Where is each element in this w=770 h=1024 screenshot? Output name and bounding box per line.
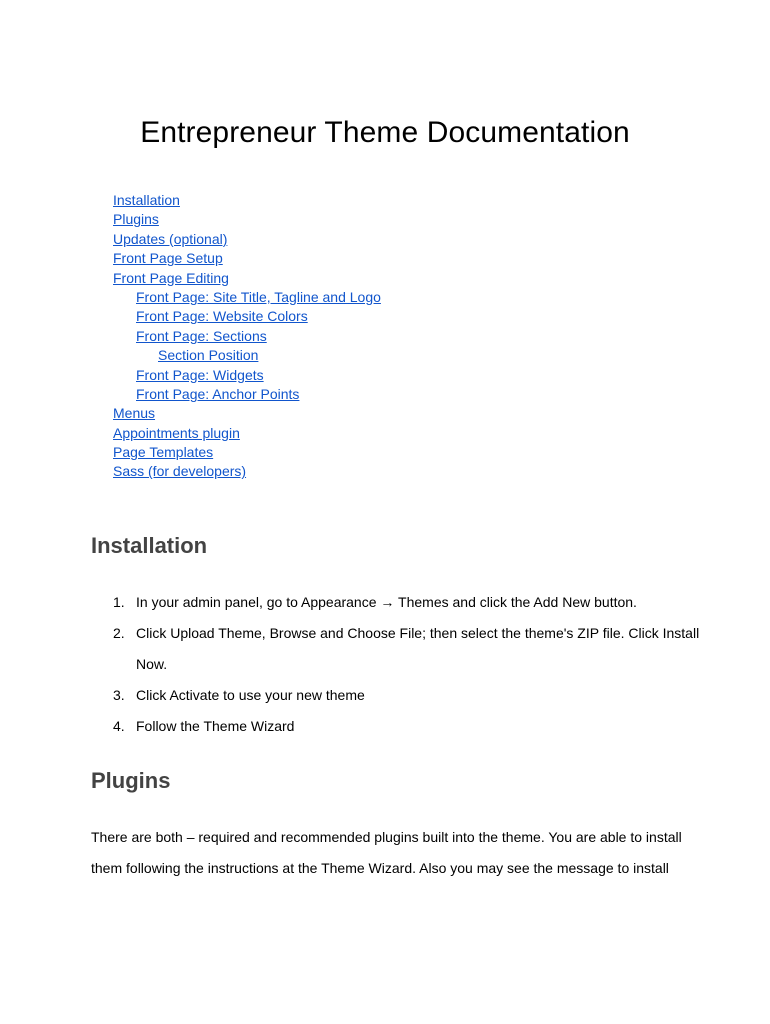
list-item <box>113 711 713 742</box>
list-item <box>113 680 713 711</box>
document-title: Entrepreneur Theme Documentation <box>140 116 630 149</box>
step-text: In your admin panel, go to Appearance → Themes and click the Add New button. <box>136 594 637 610</box>
toc-link-site-title[interactable]: Front Page: Site Title, Tagline and Logo <box>136 288 381 305</box>
step-number: 2. <box>113 625 125 641</box>
toc-item <box>113 443 381 462</box>
toc-item <box>113 424 381 443</box>
step-text: Follow the Theme Wizard <box>136 718 295 734</box>
toc-link-front-page-editing[interactable]: Front Page Editing <box>113 269 229 286</box>
step-number: 3. <box>113 687 125 703</box>
toc-item <box>113 249 381 268</box>
toc-link-front-page-setup[interactable]: Front Page Setup <box>113 250 223 267</box>
toc-item <box>113 191 381 210</box>
toc-link-menus[interactable]: Menus <box>113 405 156 422</box>
toc-item <box>113 307 381 326</box>
toc-item <box>113 230 381 249</box>
toc-item <box>113 210 381 229</box>
table-of-contents <box>113 191 381 482</box>
toc-link-sections[interactable]: Front Page: Sections <box>136 327 267 344</box>
toc-link-anchor-points[interactable]: Front Page: Anchor Points <box>136 385 300 402</box>
installation-steps <box>113 587 713 742</box>
toc-link-widgets[interactable]: Front Page: Widgets <box>136 366 264 383</box>
toc-item <box>113 366 381 385</box>
toc-link-page-templates[interactable]: Page Templates <box>113 444 214 461</box>
plugins-paragraph: There are both – required and recommended plugins built into the theme. You are able to install them following the instructions at the Theme Wizard. Also you may see the message to install <box>91 829 682 876</box>
toc-item <box>113 346 381 365</box>
step-text: Click Upload Theme, Browse and Choose File; then select the theme's ZIP file. Click Install Now. <box>136 625 700 672</box>
step-text: Click Activate to use your new theme <box>136 687 365 703</box>
toc-item <box>113 385 381 404</box>
toc-link-installation[interactable]: Installation <box>113 192 180 208</box>
list-item <box>113 587 713 618</box>
toc-link-updates[interactable]: Updates (optional) <box>113 230 228 247</box>
toc-link-appointments[interactable]: Appointments plugin <box>113 424 240 441</box>
toc-item <box>113 327 381 346</box>
toc-item <box>113 269 381 288</box>
step-number: 1. <box>113 594 125 610</box>
toc-link-section-position[interactable]: Section Position <box>158 347 259 364</box>
toc-item <box>113 404 381 423</box>
plugins-heading: Plugins <box>91 768 171 793</box>
toc-item <box>113 462 381 481</box>
toc-link-plugins[interactable]: Plugins <box>113 211 159 228</box>
toc-item <box>113 288 381 307</box>
toc-link-sass[interactable]: Sass (for developers) <box>113 463 247 480</box>
installation-heading: Installation <box>91 533 208 558</box>
toc-link-website-colors[interactable]: Front Page: Website Colors <box>136 308 308 325</box>
step-number: 4. <box>113 718 125 734</box>
list-item <box>113 618 713 680</box>
